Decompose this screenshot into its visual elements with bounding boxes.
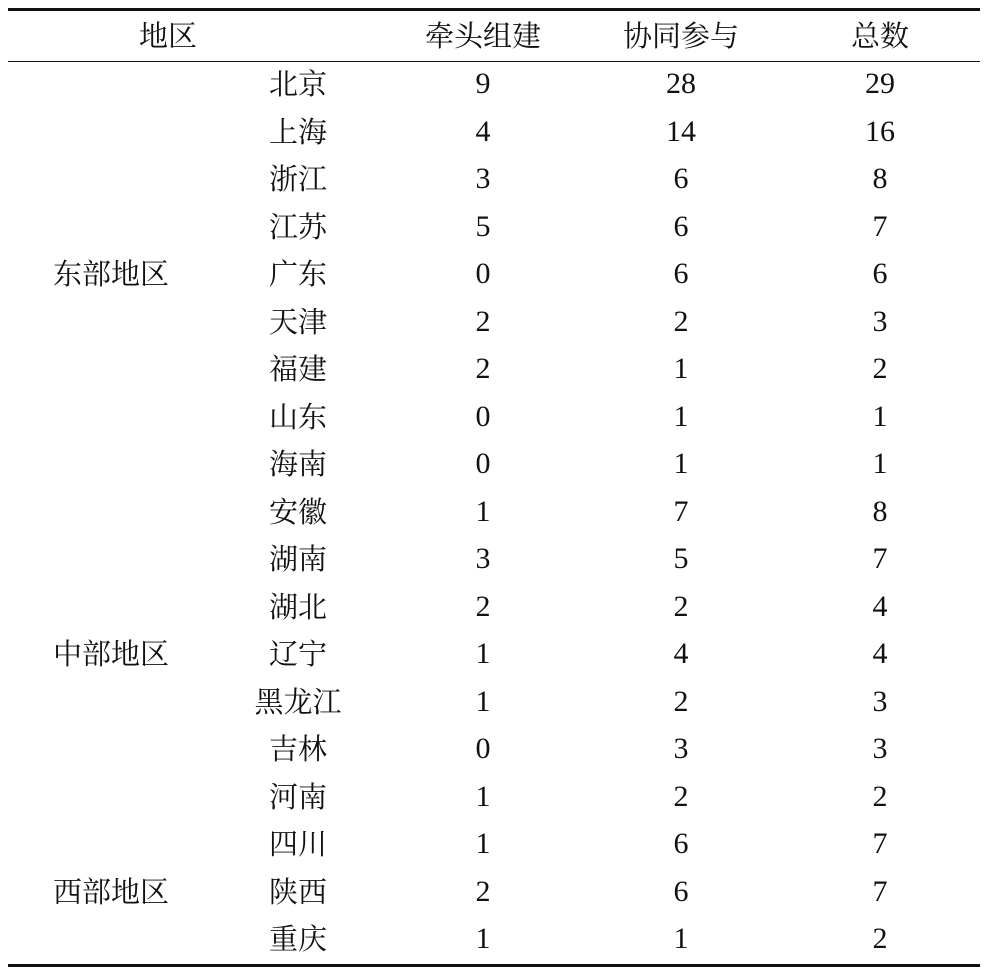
lead-cell: 1 bbox=[475, 779, 491, 813]
province-cell: 河南 bbox=[268, 779, 327, 814]
total-cell: 16 bbox=[865, 114, 895, 148]
lead-cell: 1 bbox=[475, 494, 491, 528]
total-cell: 2 bbox=[872, 352, 888, 385]
total-cell: 2 bbox=[872, 922, 888, 955]
total-cell: 3 bbox=[872, 732, 888, 765]
header-row bbox=[8, 11, 980, 61]
lead-cell: 3 bbox=[475, 542, 491, 575]
lead-cell: 0 bbox=[475, 447, 491, 480]
region-group-label: 中部地区 bbox=[52, 637, 169, 671]
province-cell: 黑龙江 bbox=[254, 684, 342, 719]
total-cell: 8 bbox=[872, 494, 888, 528]
province-cell: 江苏 bbox=[268, 209, 327, 244]
province-cell: 吉林 bbox=[268, 732, 327, 766]
collab-cell: 5 bbox=[673, 542, 689, 575]
lead-cell: 1 bbox=[475, 922, 491, 955]
collab-cell: 14 bbox=[666, 114, 696, 148]
lead-cell: 2 bbox=[475, 352, 491, 385]
province-cell: 上海 bbox=[268, 114, 327, 149]
total-cell: 6 bbox=[872, 257, 888, 290]
total-cell: 3 bbox=[872, 304, 888, 338]
total-cell: 7 bbox=[872, 209, 888, 243]
province-cell: 重庆 bbox=[268, 922, 327, 956]
collab-cell: 7 bbox=[673, 494, 689, 528]
region-group-label: 西部地区 bbox=[52, 874, 169, 909]
lead-cell: 4 bbox=[475, 114, 491, 148]
collab-cell: 1 bbox=[673, 447, 689, 480]
header-collab: 协同参与 bbox=[622, 19, 739, 53]
lead-cell: 1 bbox=[475, 637, 491, 670]
collab-cell: 6 bbox=[673, 162, 689, 195]
region-group-label: 东部地区 bbox=[52, 257, 169, 291]
total-cell: 2 bbox=[872, 779, 888, 813]
lead-cell: 5 bbox=[475, 209, 491, 243]
province-cell: 广东 bbox=[268, 257, 327, 291]
collab-cell: 1 bbox=[673, 922, 689, 955]
table-body bbox=[8, 62, 980, 964]
collab-cell: 2 bbox=[673, 684, 689, 718]
collab-cell: 6 bbox=[673, 827, 689, 860]
header-lead: 牵头组建 bbox=[424, 19, 541, 53]
collab-cell: 4 bbox=[673, 637, 689, 670]
total-cell: 7 bbox=[872, 827, 888, 860]
lead-cell: 0 bbox=[475, 257, 491, 290]
province-cell: 湖南 bbox=[268, 542, 327, 576]
lead-cell: 1 bbox=[475, 827, 491, 860]
province-cell: 山东 bbox=[268, 399, 327, 434]
header-region: 地区 bbox=[138, 19, 197, 53]
total-cell: 1 bbox=[872, 447, 888, 480]
province-cell: 福建 bbox=[268, 352, 327, 386]
province-cell: 陕西 bbox=[268, 874, 327, 909]
lead-cell: 0 bbox=[475, 732, 491, 765]
lead-cell: 1 bbox=[475, 684, 491, 718]
collab-cell: 1 bbox=[673, 352, 689, 385]
total-cell: 7 bbox=[872, 874, 888, 908]
province-cell: 湖北 bbox=[268, 589, 327, 624]
collab-cell: 6 bbox=[673, 874, 689, 908]
lead-cell: 0 bbox=[475, 399, 491, 433]
total-cell: 3 bbox=[872, 684, 888, 718]
collab-cell: 2 bbox=[673, 304, 689, 338]
collab-cell: 28 bbox=[666, 67, 696, 100]
province-cell: 北京 bbox=[268, 67, 327, 101]
total-cell: 4 bbox=[872, 637, 888, 670]
province-cell: 浙江 bbox=[268, 162, 327, 196]
province-cell: 天津 bbox=[268, 304, 327, 339]
total-cell: 8 bbox=[872, 162, 888, 195]
header-total: 总数 bbox=[850, 19, 909, 53]
collab-cell: 6 bbox=[673, 209, 689, 243]
province-cell: 海南 bbox=[268, 447, 327, 481]
collab-cell: 1 bbox=[673, 399, 689, 433]
total-cell: 29 bbox=[865, 67, 895, 100]
collab-cell: 3 bbox=[673, 732, 689, 765]
data-table bbox=[8, 8, 980, 967]
lead-cell: 2 bbox=[475, 589, 491, 623]
collab-cell: 2 bbox=[673, 589, 689, 623]
total-cell: 4 bbox=[872, 589, 888, 623]
total-cell: 1 bbox=[872, 399, 888, 433]
total-cell: 7 bbox=[872, 542, 888, 575]
province-cell: 辽宁 bbox=[268, 637, 327, 671]
province-cell: 安徽 bbox=[268, 494, 327, 529]
lead-cell: 3 bbox=[475, 162, 491, 195]
lead-cell: 2 bbox=[475, 874, 491, 908]
lead-cell: 2 bbox=[475, 304, 491, 338]
province-cell: 四川 bbox=[268, 827, 327, 861]
bottom-rule bbox=[8, 964, 980, 967]
collab-cell: 6 bbox=[673, 257, 689, 290]
lead-cell: 9 bbox=[475, 67, 491, 100]
collab-cell: 2 bbox=[673, 779, 689, 813]
